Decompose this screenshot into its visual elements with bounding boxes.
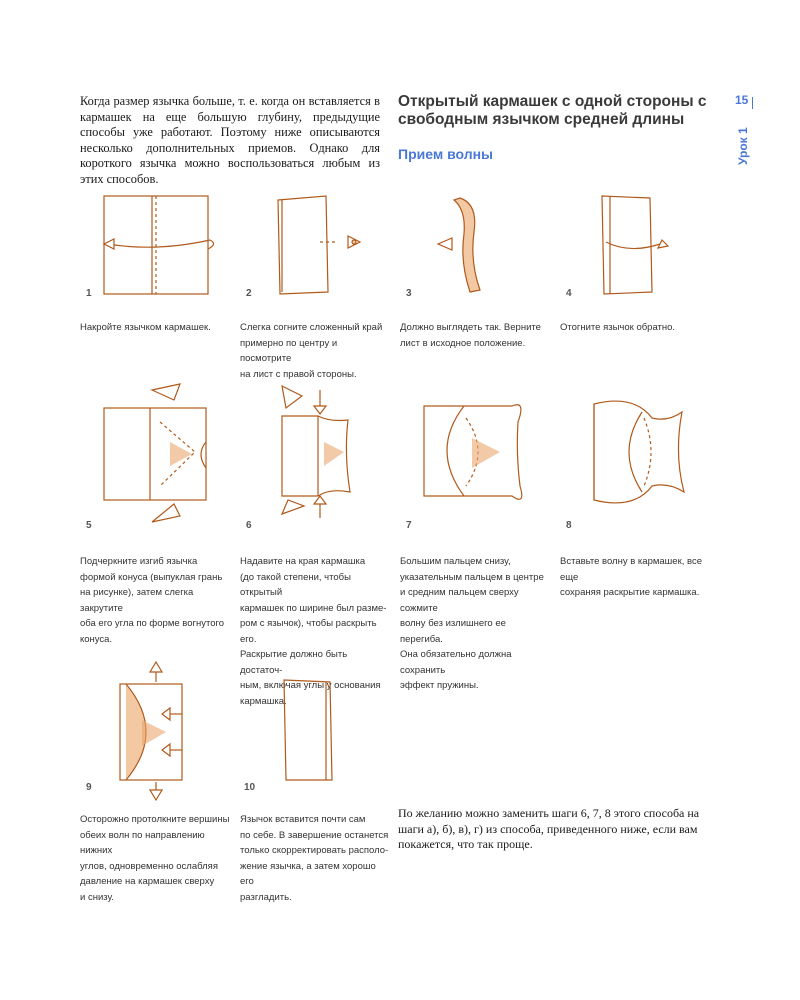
footnote-paragraph: По желанию можно заменить шаги 6, 7, 8 этого способа на шаги а), б), в), г) из способа, приведенного ниже, если вам покажется, что так проще. xyxy=(398,806,700,851)
step-3-diagram xyxy=(430,192,520,302)
step-5-diagram xyxy=(100,382,220,524)
step-7-number: 7 xyxy=(406,520,412,531)
step-10-number: 10 xyxy=(244,782,256,793)
step-7-diagram xyxy=(420,382,530,524)
page-number: 15 xyxy=(735,93,749,107)
step-8-diagram xyxy=(588,382,698,524)
step-4-caption: Отогните язычок обратно. xyxy=(560,322,676,333)
lesson-label: Урок 1 xyxy=(736,127,750,165)
step-3-number: 3 xyxy=(406,288,412,299)
step-9-caption: Осторожно протолкните вершины обеих волн по направлению нижних углов, одновременно ослабляя давление на кармашек сверху и снизу. xyxy=(80,814,230,903)
step-1-number: 1 xyxy=(86,288,92,299)
step-5-number: 5 xyxy=(86,520,92,531)
section-title: Открытый кармашек с одной стороны с свободным язычком средней длины xyxy=(398,93,707,128)
step-3-caption: Должно выглядеть так. Верните лист в исходное положение. xyxy=(400,322,541,349)
step-1-caption: Накройте язычком кармашек. xyxy=(80,322,211,333)
step-9-diagram xyxy=(112,660,202,802)
step-1-diagram xyxy=(100,192,220,302)
step-2-caption: Слегка согните сложенный край примерно по центру и посмотрите на лист с правой стороны. xyxy=(240,322,383,380)
step-6-number: 6 xyxy=(246,520,252,531)
step-8-caption: Вставьте волну в кармашек, все еще сохраняя раскрытие кармашка. xyxy=(560,556,702,598)
page-number-divider xyxy=(752,97,753,109)
step-9-number: 9 xyxy=(86,782,92,793)
step-10-diagram xyxy=(280,676,340,786)
method-title: Прием волны xyxy=(398,146,493,162)
step-4-diagram xyxy=(592,192,672,302)
step-5-caption: Подчеркните изгиб язычка формой конуса (выпуклая грань на рисунке), затем слегка закрутите оба его угла по форме вогнутого конуса. xyxy=(80,556,225,645)
step-10-caption: Язычок вставится почти сам по себе. В завершение останется только скорректировать располо- жение язычка, а затем хорошо его разгладить. xyxy=(240,814,389,903)
step-8-number: 8 xyxy=(566,520,572,531)
step-6-diagram xyxy=(268,382,378,524)
step-6-caption: Надавите на края кармашка (до такой степени, чтобы открытый кармашек по ширине был разме- ром с язычок), чтобы раскрыть его. Раскрытие должно быть достаточ- ным, включая углы у основания кармашка. xyxy=(240,556,387,707)
step-2-number: 2 xyxy=(246,288,252,299)
intro-paragraph: Когда размер язычка больше, т. е. когда он вставляется в кармашек на еще большую глубину, предыдущие способы уже работают. Поэтому ниже описываются несколько дополнительных приемов. Однако для короткого язычка можно воспользоваться любым из этих способов. xyxy=(80,94,380,186)
step-4-number: 4 xyxy=(566,288,572,299)
step-7-caption: Большим пальцем снизу, указательным пальцем в центре и средним пальцем сверху сожмите волну без излишнего ее перегиба. Она обязательно должна сохранить эффект пружины. xyxy=(400,556,544,691)
step-2-diagram xyxy=(268,192,378,302)
